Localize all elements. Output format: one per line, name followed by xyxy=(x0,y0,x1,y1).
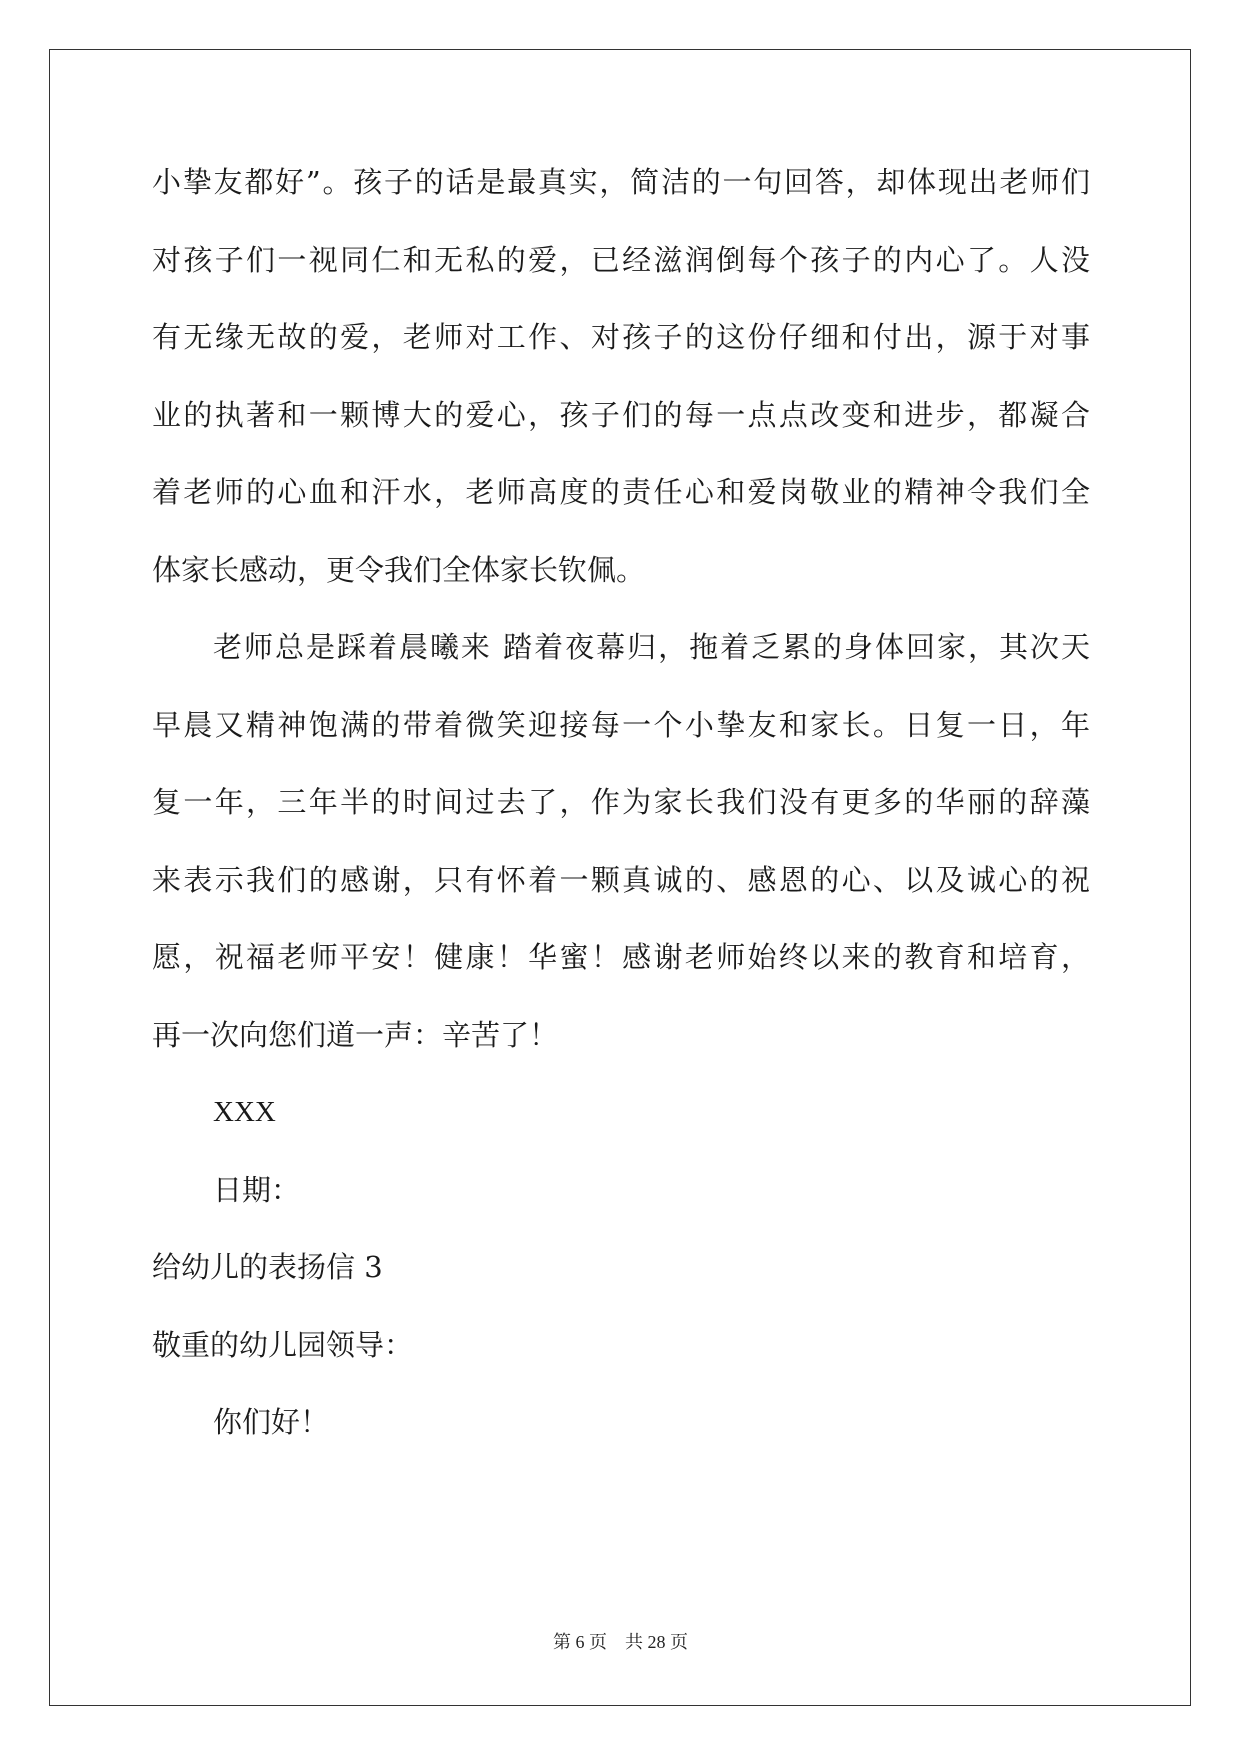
text-line: 愿，祝福老师平安！健康！华蜜！感谢老师始终以来的教育和培育， xyxy=(152,940,1090,974)
section-heading: 给幼儿的表扬信 3 xyxy=(152,1250,383,1284)
document-body xyxy=(152,160,1090,1478)
text-line: 老师总是踩着晨曦来 踏着夜幕归，拖着乏累的身体回家，其次天 xyxy=(213,630,1090,664)
greeting: 你们好！ xyxy=(213,1405,330,1439)
text-line: 来表示我们的感谢，只有怀着一颗真诚的、感恩的心、以及诚心的祝 xyxy=(152,862,1090,897)
text-line: 有无缘无故的爱，老师对工作、对孩子的这份仔细和付出，源于对事 xyxy=(152,320,1090,354)
text-line: 业的执著和一颗博大的爱心，孩子们的每一点点改变和进步，都凝合 xyxy=(152,397,1090,432)
signature-name: XXX xyxy=(213,1096,276,1128)
page-total: 共 28 页 xyxy=(625,1632,688,1652)
text-line: 小挚友都好”。孩子的话是最真实，简洁的一句回答，却体现出老师们 xyxy=(152,165,1090,199)
text-line: 复一年，三年半的时间过去了，作为家长我们没有更多的华丽的辞藻 xyxy=(152,785,1090,819)
text-line: 再一次向您们道一声：辛苦了！ xyxy=(152,1017,559,1052)
page-number: 第 6 页 xyxy=(553,1632,607,1652)
text-line: 早晨又精神饱满的带着微笑迎接每一个小挚友和家长。日复一日，年 xyxy=(152,707,1090,742)
page-footer xyxy=(0,1628,1241,1654)
text-line: 体家长感动，更令我们全体家长钦佩。 xyxy=(152,552,646,587)
text-line: 对孩子们一视同仁和无私的爱，已经滋润倒每个孩子的内心了。人没 xyxy=(152,242,1090,277)
text-line: 着老师的心血和汗水，老师高度的责任心和爱岗敬业的精神令我们全 xyxy=(152,475,1090,509)
date-label: 日期： xyxy=(213,1172,301,1207)
salutation: 敬重的幼儿园领导： xyxy=(152,1327,414,1362)
